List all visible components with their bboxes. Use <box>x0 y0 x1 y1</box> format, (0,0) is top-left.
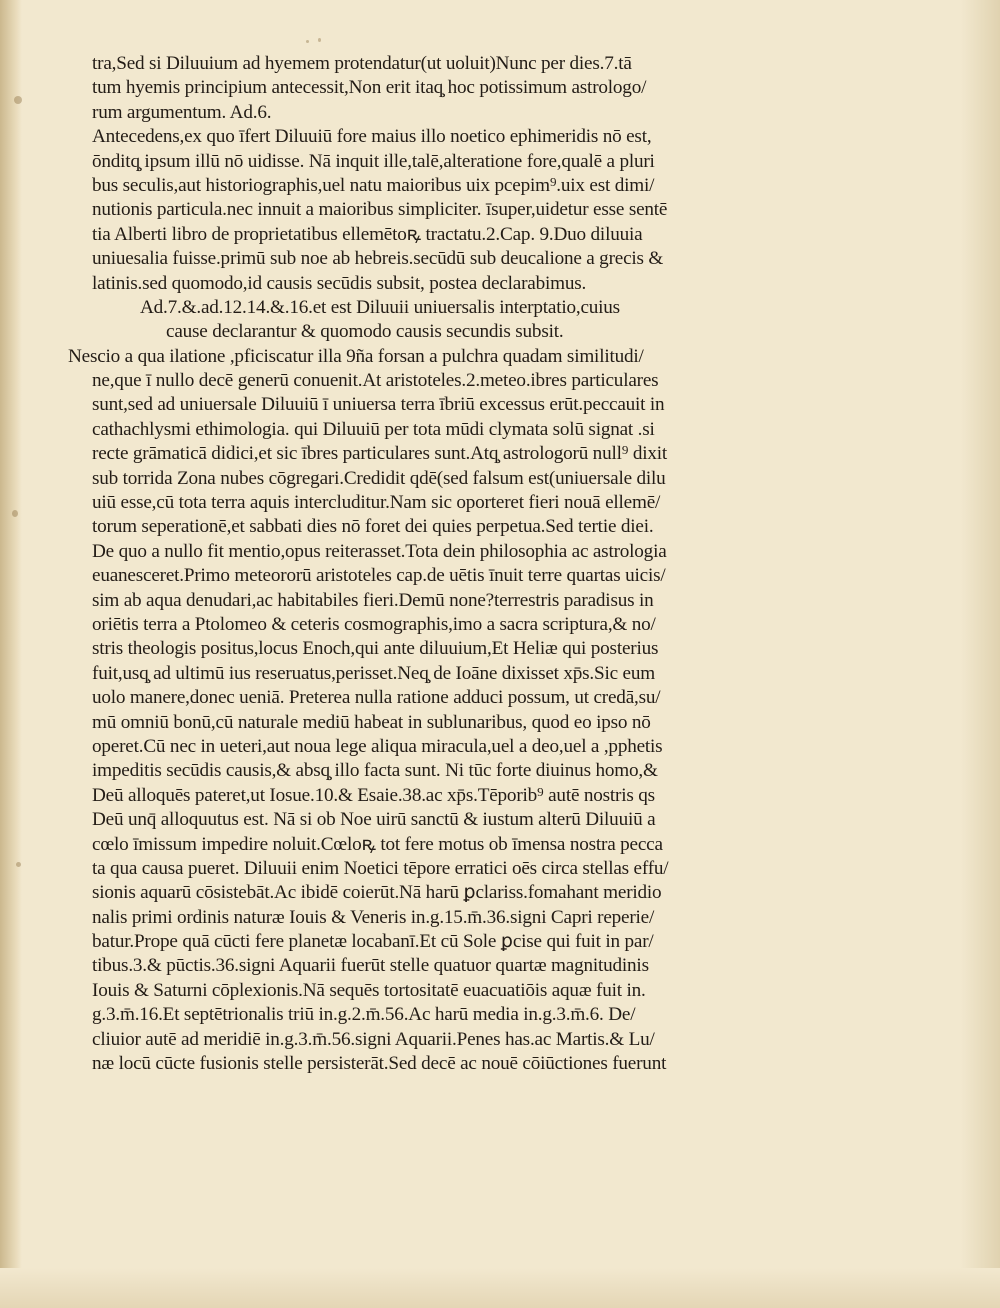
ink-spot <box>12 510 18 517</box>
text-line: oriētis terra a Ptolomeo & ceteris cosmographis,imo a sacra scriptura,& no/ <box>92 613 656 635</box>
text-line: cœlo īmissum impedire noluit.Cœloꝶ tot fere motus ob īmensa nostra pecca <box>92 833 663 855</box>
text-line: bus seculis,aut historiographis,uel natu maioribus uix pcepim⁹.uix est dimi/ <box>92 174 655 196</box>
latin-text-block <box>68 52 804 1076</box>
section-heading-line: Ad.7.&.ad.12.14.&.16.et est Diluuii uniuersalis interptatio,cuius <box>140 296 620 318</box>
page-right-edge <box>960 0 1000 1308</box>
text-line: sunt,sed ad uniuersale Diluuiū ī uniuersa terra ībriū excessus erūt.peccauit in <box>92 394 665 416</box>
section-heading-line: cause declarantur & quomodo causis secundis subsit. <box>166 321 564 343</box>
ink-spot <box>318 38 321 42</box>
ink-spot <box>306 40 309 43</box>
text-line: cliuior autē ad meridiē in.g.3.m̄.56.signi Aquarii.Penes has.ac Martis.& Lu/ <box>92 1028 655 1050</box>
text-line: uniuesalia fuisse.primū sub noe ab hebreis.secūdū sub deucalione a grecis & <box>92 248 664 270</box>
text-line: Deū unq̄ alloquutus est. Nā si ob Noe uirū sanctū & iustum alterū Diluuiū a <box>92 809 656 831</box>
text-line: uolo manere,donec ueniā. Preterea nulla ratione adduci possum, ut credā,su/ <box>92 687 661 709</box>
text-line: ta qua causa pueret. Diluuii enim Noetici tēpore erratici oēs circa stellas effu/ <box>92 857 669 879</box>
text-line: sim ab aqua denudari,ac habitabiles fieri.Demū none?terrestris paradisus in <box>92 589 654 611</box>
text-line: operet.Cū nec in ueteri,aut noua lege aliqua miracula,uel a deo,uel a ,pphetis <box>92 735 663 757</box>
text-line: stris theologis positus,locus Enoch,qui ante diluuium,Et Heliæ qui posterius <box>92 638 659 660</box>
text-line: cathachlysmi ethimologia. qui Diluuiū per tota mūdi clymata solū signat .si <box>92 418 655 440</box>
text-line: euanesceret.Primo meteororū aristoteles cap.de uētis īnuit terre quartas uicis/ <box>92 565 666 587</box>
text-line: næ locū cūcte fusionis stelle persisterāt.Sed decē ac nouē cōiūctiones fuerunt <box>92 1053 667 1075</box>
text-line: sionis aquarū cōsistebāt.Ac ibidē coierūt.Nā harū ꝑclariss.fomahant meridio <box>92 882 662 904</box>
text-line: tia Alberti libro de proprietatibus ellemētoꝶ tractatu.2.Cap. 9.Duo diluuia <box>92 223 643 245</box>
text-line: recte grāmaticā didici,et sic ībres particulares sunt.Atq̧ astrologorū null⁹ dixit <box>92 443 667 465</box>
ink-spot <box>16 862 21 867</box>
text-line: Deū alloquēs pateret,ut Iosue.10.& Esaie.38.ac xp̄s.Tēporib⁹ autē nostris qs <box>92 784 655 806</box>
text-line: tra,Sed si Diluuium ad hyemem protendatur(ut uoluit)Nunc per dies.7.tā <box>92 53 632 74</box>
text-line: Antecedens,ex quo īfert Diluuiū fore maius illo noetico ephimeridis nō est, <box>92 126 652 148</box>
text-line: tum hyemis principium antecessit,Non erit itaq̧ hoc potissimum astrologo/ <box>92 77 647 99</box>
paragraph-start-line: Nescio a qua ilatione ,pficiscatur illa 9ña forsan a pulchra quadam similitudi/ <box>68 345 644 367</box>
text-line: rum argumentum. Ad.6. <box>92 101 272 123</box>
text-line: nalis primi ordinis naturæ Iouis & Veneris in.g.15.m̄.36.signi Capri reperie/ <box>92 906 655 928</box>
text-line: ne,que ī nullo decē generū conuenit.At aristoteles.2.meteo.ibres particulares <box>92 370 659 392</box>
text-line: fuit,usq̧ ad ultimū ius reseruatus,perisset.Neq̧ de Ioāne dixisset xp̄s.Sic eum <box>92 662 655 684</box>
text-line: uiū esse,cū tota terra aquis intercluditur.Nam sic oporteret fieri nouā ellemē/ <box>92 492 661 514</box>
text-line: g.3.m̄.16.Et septētrionalis triū in.g.2.m̄.56.Ac harū media in.g.3.m̄.6. De/ <box>92 1004 636 1026</box>
text-line: De quo a nullo fit mentio,opus reiterasset.Tota dein philosophia ac astrologia <box>92 540 667 562</box>
text-line: tibus.3.& pūctis.36.signi Aquarii fuerūt stelle quatuor quartæ magnitudinis <box>92 955 649 977</box>
text-line: impeditis secūdis causis,& absq̧ illo facta sunt. Ni tūc forte diuinus homo,& <box>92 760 658 782</box>
text-line: torum seperationē,et sabbati dies nō foret dei quies perpetua.Sed tertie diei. <box>92 516 654 538</box>
text-line: batur.Prope quā cūcti fere planetæ locabanī.Et cū Sole ꝑcise qui fuit in par/ <box>92 931 654 953</box>
text-line: sub torrida Zona nubes cōgregari.Credidit qdē(sed falsum est(uniuersale dilu <box>92 467 666 489</box>
page-gutter-shadow <box>0 0 22 1308</box>
page-bottom-edge <box>0 1268 1000 1308</box>
text-line: nutionis particula.nec innuit a maioribus simpliciter. īsuper,uidetur esse sentē <box>92 199 668 221</box>
ink-spot <box>14 96 22 104</box>
text-line: latinis.sed quomodo,id causis secūdis subsit, postea declarabimus. <box>92 272 587 294</box>
text-line: Iouis & Saturni cōplexionis.Nā sequēs tortositatē euacuatiōis aquæ fuit in. <box>92 979 646 1001</box>
text-line: mū omniū bonū,cū naturale mediū habeat in sublunaribus, quod eo ipso nō <box>92 711 651 733</box>
text-line: ōnditq̧ ipsum illū nō uidisse. Nā inquit ille,talē,alteratione fore,qualē a pluri <box>92 150 655 172</box>
